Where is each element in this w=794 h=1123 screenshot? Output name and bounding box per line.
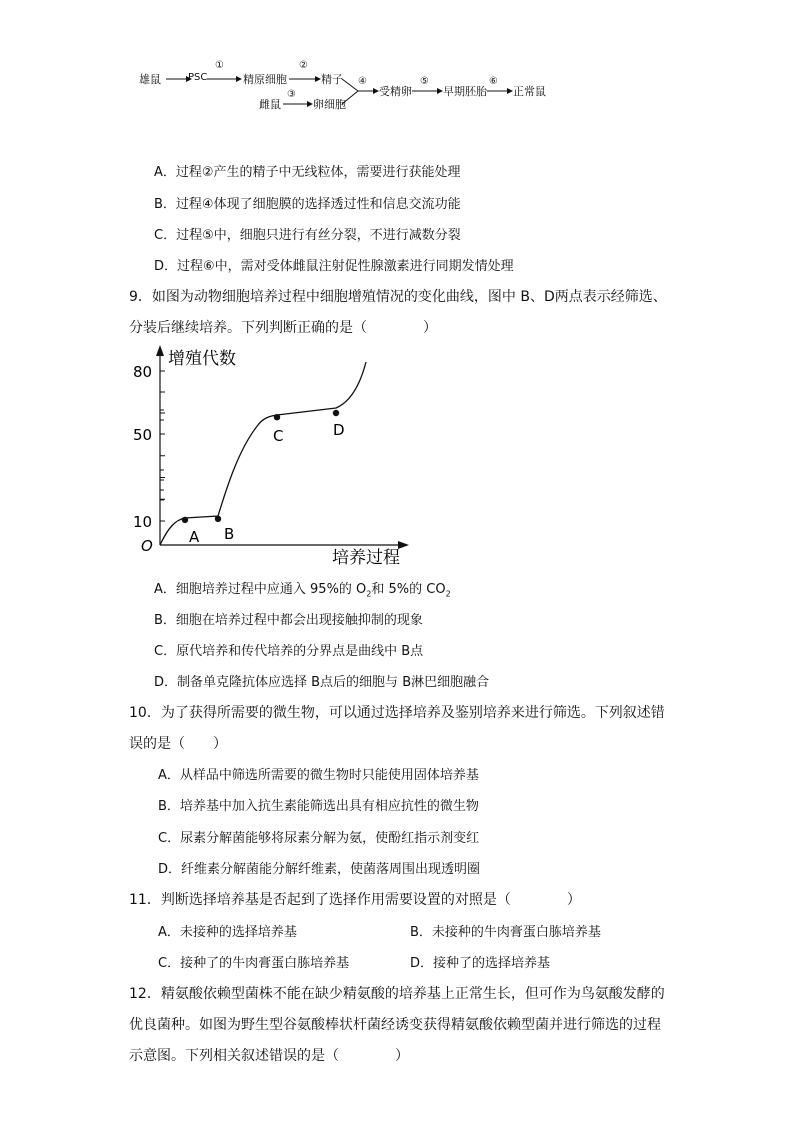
q10-option-b: B．培养基中加入抗生素能筛选出具有相应抗性的微生物 (158, 799, 479, 814)
point-D (333, 410, 339, 416)
flow-zygote: 受精卵 (379, 85, 412, 98)
q9-option-c: C．原代培养和传代培养的分界点是曲线中 B点 (154, 644, 424, 659)
q12-stem-line1: 12．精氨酸依赖型菌株不能在缺少精氨酸的培养基上正常生长，但可作为鸟氨酸发酵的 (129, 986, 665, 1002)
flow-step-3: ③ (287, 89, 296, 100)
flow-spermatogonium: 精原细胞 (243, 73, 287, 86)
q11-option-d: D．接种了的选择培养基 (410, 956, 551, 971)
flow-psc: PSC (188, 72, 208, 83)
q9-stem-line1: 9．如图为动物细胞培养过程中细胞增殖情况的变化曲线，图中 B、D两点表示经筛选、 (129, 289, 667, 305)
q9-option-a: A．细胞培养过程中应通入 95%的 $O_2$和 5%的 $CO_2$ (154, 582, 451, 599)
y-tick-label-10: 10 (133, 513, 153, 531)
q8-option-a: A．过程②产生的精子中无线粒体，需要进行获能处理 (154, 165, 461, 180)
flow-step-6: ⑥ (489, 76, 498, 87)
x-axis-label: 培养过程 (332, 548, 400, 568)
flow-step-5: ⑤ (420, 76, 429, 87)
y-axis-label: 增殖代数 (168, 349, 236, 369)
growth-curve (160, 362, 366, 545)
flow-egg: 卵细胞 (313, 98, 346, 111)
q11-option-b: B．未接种的牛肉膏蛋白胨培养基 (410, 925, 601, 940)
q8-option-b: B．过程④体现了细胞膜的选择透过性和信息交流功能 (154, 197, 461, 212)
q10-option-d: D．纤维素分解菌能分解纤维素，使菌落周围出现透明圈 (158, 862, 481, 877)
q10-option-a: A．从样品中筛选所需要的微生物时只能使用固体培养基 (158, 768, 479, 783)
flow-step-4: ④ (358, 76, 367, 87)
flow-step-1: ① (215, 60, 224, 71)
origin-label: O (141, 537, 153, 555)
q8-option-d: D．过程⑥中，需对受体雌鼠注射促性腺激素进行同期发情处理 (154, 259, 514, 274)
q11-option-c: C．接种了的牛肉膏蛋白胨培养基 (158, 956, 350, 971)
point-label-B: B (224, 524, 235, 543)
flow-normal: 正常鼠 (513, 85, 546, 98)
q8-option-c: C．过程⑤中，细胞只进行有丝分裂，不进行减数分裂 (154, 228, 461, 243)
q12-stem-line3: 示意图。下列相关叙述错误的是（ ） (129, 1048, 409, 1064)
flow-female: 雌鼠 (259, 98, 281, 111)
q11-stem: 11．判断选择培养基是否起到了选择作用需要设置的对照是（ ） (129, 892, 581, 908)
point-A (182, 517, 188, 523)
q9-stem-line2: 分装后继续培养。下列判断正确的是（ ） (129, 320, 437, 336)
q11-option-a: A．未接种的选择培养基 (158, 925, 297, 940)
y-tick-label-50: 50 (133, 426, 153, 444)
q9-option-b: B．细胞在培养过程中都会出现接触抑制的现象 (154, 613, 423, 628)
y-axis-arrow (156, 345, 164, 356)
flow-step-2: ② (299, 60, 308, 71)
chart-axes (160, 354, 400, 545)
point-B (215, 516, 221, 522)
point-label-A: A (189, 527, 200, 546)
q10-stem-line1: 10．为了获得所需要的微生物，可以通过选择培养及鉴别培养来进行筛选。下列叙述错 (129, 705, 665, 721)
flow-embryo: 早期胚胎 (443, 85, 487, 98)
q10-option-c: C．尿素分解菌能够将尿素分解为氨，使酚红指示剂变红 (158, 831, 480, 846)
point-label-D: D (333, 421, 345, 439)
q10-stem-line2: 误的是（ ） (129, 736, 227, 752)
q9-option-d: D．制备单克隆抗体应选择 B点后的细胞与 B淋巴细胞融合 (154, 675, 490, 690)
q12-stem-line2: 优良菌种。如图为野生型谷氨酸棒状杆菌经诱变获得精氨酸依赖型菌并进行筛选的过程 (129, 1017, 661, 1033)
flow-male: 雄鼠 (139, 73, 161, 86)
y-tick-label-80: 80 (133, 363, 153, 381)
point-label-C: C (273, 427, 284, 446)
flow-sperm: 精子 (321, 73, 343, 86)
point-C (274, 414, 280, 420)
